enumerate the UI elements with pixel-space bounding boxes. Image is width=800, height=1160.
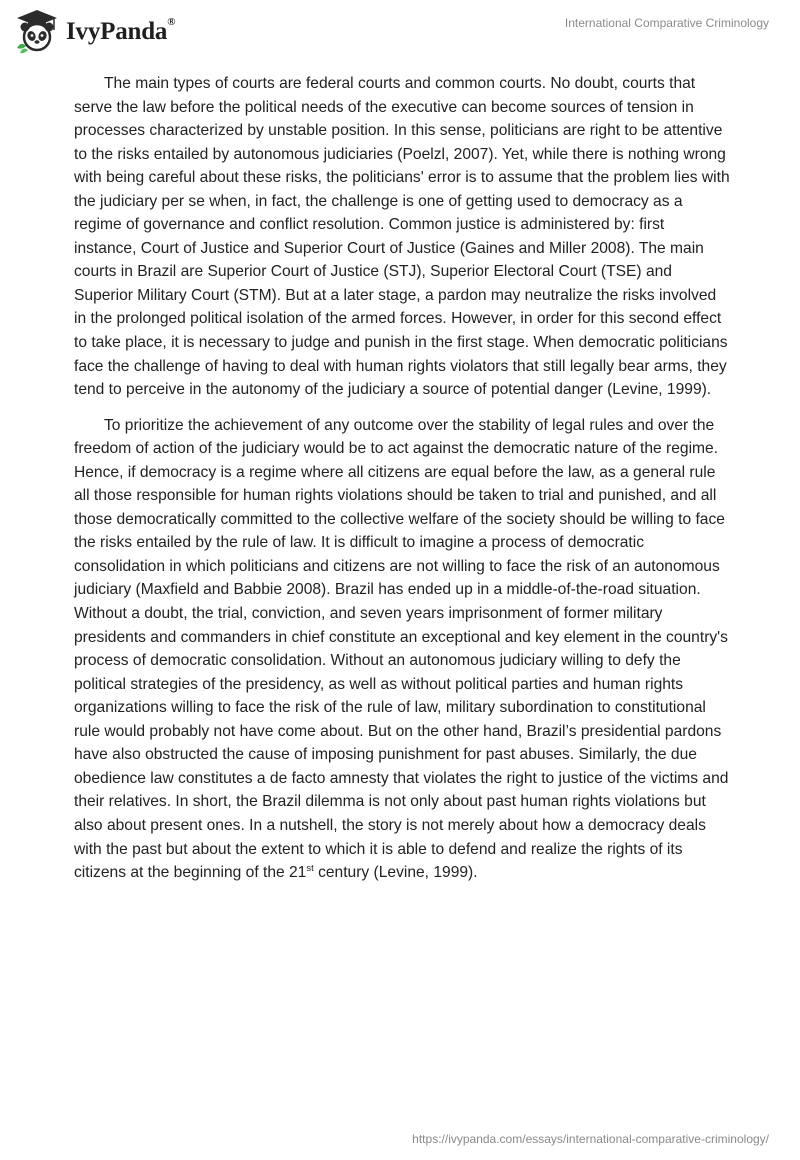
document-title: International Comparative Criminology: [564, 16, 769, 30]
essay-body: [74, 72, 730, 897]
paragraph-2-text: To prioritize the achievement of any outcome over the stability of legal rules and over the freedom of action of the judiciary would be to act against the democratic nature of the regime. Hence, if democracy is a regime where all citizens are equal before the law, as a general rule all those responsible for human rights violations should be taken to trial and punished, and all those democratically committed to the collective welfare of the society should be willing to face the risks entailed by the rule of law. It is difficult to imagine a process of democratic consolidation in which politicians and citizens are not willing to face the risk of an autonomous judiciary (Maxfield and Babbie 2008). Brazil has ended up in a middle-of-the-road situation. Without a doubt, the trial, conviction, and seven years imprisonment of former military presidents and commanders in chief constitute an exceptional and key element in the country's process of democratic consolidation. Without an autonomous judiciary willing to defy the political strategies of the presidency, as well as without political parties and human rights organizations willing to face the risk of the rule of law, military subordination to constitutional rule would probably not have come about. But on the other hand, Brazil’s presidential pardons have also obstructed the cause of imposing punishment for past abuses. Similarly, the due obedience law constitutes a de facto amnesty that violates the right to justice of the victims and their relatives. In short, the Brazil dilemma is not only about past human rights violations but also about present ones. In a nutshell, the story is not merely about how a democracy deals with the past but about the extent to which it is able to defend and realize the rights of its citizens at the beginning of the 21: [74, 416, 729, 882]
page-header: [0, 0, 800, 62]
brand-name: IvyPanda®: [66, 16, 176, 45]
paragraph-2: [74, 414, 730, 885]
panda-logo-icon: [14, 8, 60, 54]
paragraph-1: The main types of courts are federal courts and common courts. No doubt, courts that serve the law before the political needs of the executive can become sources of tension in processes characterized by unstable position. In this sense, politicians are right to be attentive to the risks entailed by autonomous judiciaries (Poelzl, 2007). Yet, while there is nothing wrong with being careful about these risks, the politicians' error is to assume that the problem lies with the judiciary per se when, in fact, the challenge is one of getting used to democracy as a regime of governance and conflict resolution. Common justice is administered by: first instance, Court of Justice and Superior Court of Justice (Gaines and Miller 2008). The main courts in Brazil are Superior Court of Justice (STJ), Superior Electoral Court (TSE) and Superior Military Court (STM). But at a later stage, a pardon may neutralize the risks involved in the prolonged political isolation of the armed forces. However, in order for this second effect to take place, it is necessary to judge and punish in the first stage. When democratic politicians face the challenge of having to deal with human rights violators that still legally bear arms, they tend to perceive in the autonomy of the judiciary a source of potential danger (Levine, 1999).: [74, 75, 730, 399]
ordinal-superscript: st: [306, 863, 314, 875]
paragraph-2-end: century (Levine, 1999).: [313, 864, 478, 882]
ivypanda-logo[interactable]: [14, 8, 175, 54]
source-url[interactable]: https://ivypanda.com/essays/international-comparative-criminology/: [412, 1132, 769, 1146]
